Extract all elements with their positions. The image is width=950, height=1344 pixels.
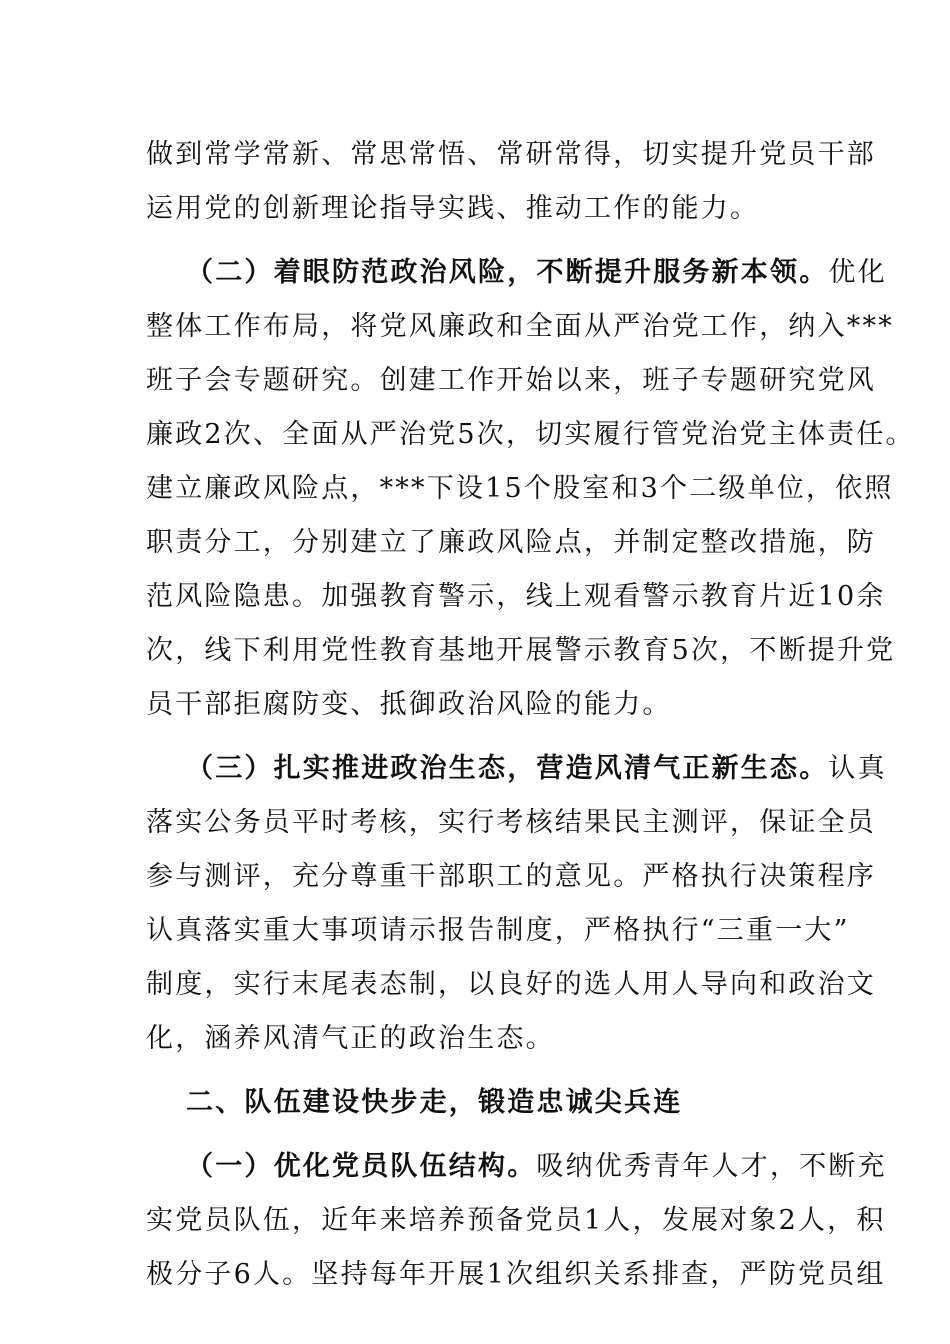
section-heading-line [146,246,887,300]
line-text: 落实公务员平时考核，实行考核结果民主测评，保证全员 [146,807,876,838]
line-text: 员干部拒腐防变、抵御政治风险的能力。 [146,689,672,720]
line-text: 优化 [828,257,887,288]
text-line [146,300,894,354]
line-text: 制度，实行末尾表态制，以良好的选人用人导向和政治文 [146,969,876,1000]
text-line [146,354,876,408]
line-text: 班子会专题研究。创建工作开始以来，班子专题研究党风 [146,365,876,396]
line-text: 廉政2次、全面从严治党5次，切实履行管党治党主体责任。 [146,419,915,450]
text-line [146,570,886,624]
line-text: 范风险隐患。加强教育警示，线上观看警示教育片近10余 [146,581,886,612]
line-text: 运用党的创新理论指导实践、推动工作的能力。 [146,193,760,224]
text-line [146,462,894,516]
section-heading-line [146,742,887,796]
text-line [146,516,876,570]
text-line [146,904,850,958]
line-text: 认真落实重大事项请示报告制度，严格执行“三重一大” [146,915,850,946]
line-text: 实党员队伍，近年来培养预备党员1人，发展对象2人，积 [146,1205,886,1236]
text-line [146,624,896,678]
line-text: 做到常学常新、常思常悟、常研常得，切实提升党员干部 [146,139,876,170]
section-heading: （三）扎实推进政治生态，营造风清气正新生态。 [186,753,829,784]
text-line [146,182,812,236]
section-heading: （一）优化党员队伍结构。 [186,1151,537,1182]
text-line [146,128,876,182]
section-heading-line [146,1140,887,1194]
line-text: 认真 [828,753,887,784]
text-line [146,1012,812,1066]
section-heading: （二）着眼防范政治风险，不断提升服务新本领。 [186,257,829,288]
line-text: 极分子6人。坚持每年开展1次组织关系排查，严防党员组 [146,1259,886,1290]
line-text: 吸纳优秀青年人才，不断充 [536,1151,887,1182]
text-line [146,1194,886,1248]
chapter-heading: 二、队伍建设快步走，锻造忠诚尖兵连 [186,1087,683,1118]
text-line [146,678,812,732]
line-text: 整体工作布局，将党风廉政和全面从严治党工作，纳入*** [146,311,894,342]
line-text: 次，线下利用党性教育基地开展警示教育5次，不断提升党 [146,635,896,666]
line-text: 建立廉政风险点，***下设15个股室和3个二级单位，依照 [146,473,894,504]
text-line [146,408,915,462]
text-line [146,850,876,904]
line-text: 参与测评，充分尊重干部职工的意见。严格执行决策程序 [146,861,876,892]
chapter-heading-line [146,1076,812,1130]
text-line [146,1248,886,1302]
line-text: 职责分工，分别建立了廉政风险点，并制定整改措施，防 [146,527,876,558]
text-line [146,796,876,850]
text-line [146,958,876,1012]
line-text: 化，涵养风清气正的政治生态。 [146,1023,555,1054]
